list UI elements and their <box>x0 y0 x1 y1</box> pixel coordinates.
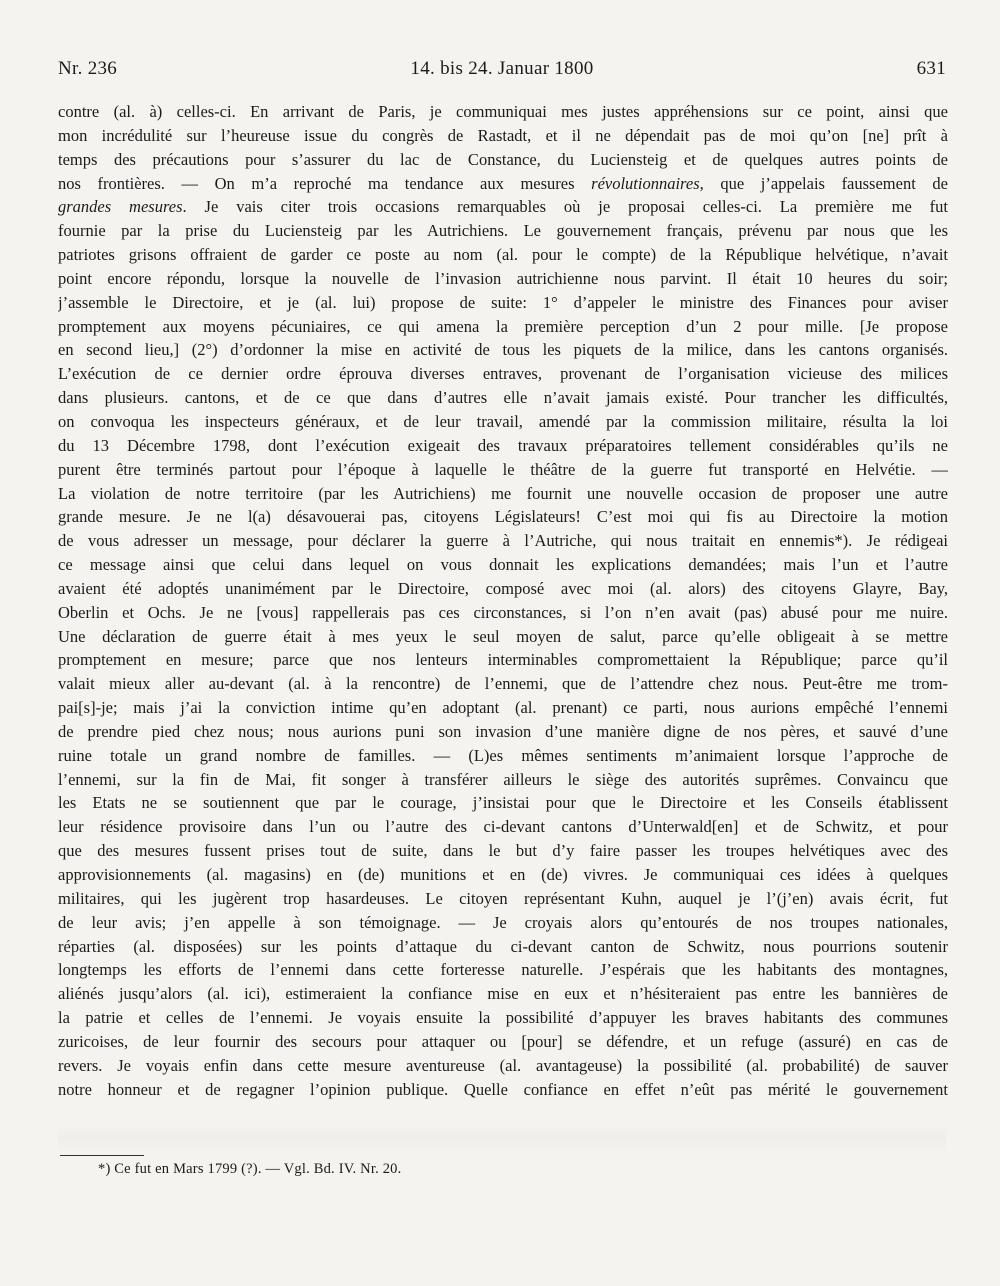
text-line: approvisionnements (al. magasins) en (de) munitions et en (de) vivres. Je communiquai ces idées à quelques <box>58 865 948 884</box>
text-line: de leur avis; j’en appelle à son témoignage. — Je croyais alors qu’entourés de nos troupes nationales, <box>58 912 948 932</box>
text-line: leur résidence provisoire dans l’un ou l’autre des ci-devant cantons d’Unterwald[en] et de Schwitz, et pour <box>58 817 948 837</box>
page-header <box>58 58 946 88</box>
text-line: réparties (al. disposées) sur les points d’attaque du ci-devant canton de Schwitz, nous pourrions soutenir <box>58 936 948 956</box>
text-line: dans plusieurs. cantons, et de ce que dans d’autres elle n’avait jamais existé. Pour trancher les difficultés, <box>58 388 948 408</box>
footnote-rule <box>60 1155 144 1156</box>
footnote: *) Ce fut en Mars 1799 (?). — Vgl. Bd. IV. Nr. 20. <box>98 1161 402 1177</box>
text-line: L’exécution de ce dernier ordre éprouva diverses entraves, provenant de l’organisation vicieuse des milices <box>58 364 948 384</box>
text-line: Une déclaration de guerre était à mes yeux le seul moyen de salut, parce qu’elle obligeait à se mettre <box>58 626 948 646</box>
text-line: j’assemble le Directoire, et je (al. lui) propose de suite: 1° d’appeler le ministre des Finances pour aviser <box>58 292 948 312</box>
text-line: nos frontières. — On m’a reproché ma tendance aux mesures révolutionnaires, que j’appelais faussement de <box>58 173 948 193</box>
text-line: temps des précautions pour s’assurer du lac de Constance, du Luciensteig et de quelques autres points de <box>58 149 948 169</box>
text-line: que des mesures fussent prises tout de suite, dans le but d’y faire passer les troupes helvétiques avec des <box>58 841 948 861</box>
body-text <box>58 100 948 1101</box>
text-line: contre (al. à) celles-ci. En arrivant de Paris, je communiquai mes justes appréhensions sur ce point, ainsi que <box>58 102 948 121</box>
text-line: notre honneur et de regagner l’opinion publique. Quelle confiance en effet n’eût pas mérité le gouvernement <box>58 1079 948 1099</box>
text-line: purent être terminés partout pour l’époque à laquelle le théâtre de la guerre fut transporté en Helvétie. — <box>58 459 948 479</box>
page-number: 631 <box>916 58 946 79</box>
text-line: ruine totale un grand nombre de familles. — (L)es mêmes sentiments m’animaient lorsque l’approche de <box>58 745 948 765</box>
text-line: l’ennemi, sur la fin de Mai, fit songer à transférer ailleurs le siège des autorités suprêmes. Convaincu que <box>58 769 948 789</box>
text-line: fournie par la prise du Luciensteig par les Autrichiens. Le gouvernement français, prévenu par nous que les <box>58 221 948 241</box>
text-line: ce message ainsi que celui dans lequel on vous donnait les explications demandées; mais l’un et l’autre <box>58 555 948 575</box>
text-line: grandes mesures. Je vais citer trois occasions remarquables où je proposai celles-ci. La première me fut <box>58 197 948 217</box>
text-line: Oberlin et Ochs. Je ne [vous] rappellerais pas ces circonstances, si l’on n’en avait (pas) abusé pour me nuire. <box>58 602 948 622</box>
text-line: mon incrédulité sur l’heureuse issue du congrès de Rastadt, et il ne dépendait pas de moi qu’on [ne] prît à <box>58 125 948 145</box>
text-line: valait mieux aller au-devant (al. à la rencontre) de l’ennemi, que de l’attendre chez nous. Peut-être me trom- <box>58 674 948 694</box>
text-line: on convoqua les inspecteurs généraux, et de leur travail, amendé par la commission militaire, résulta la loi <box>58 411 948 431</box>
text-line: du 13 Décembre 1798, dont l’exécution exigeait des travaux préparatoires tellement considérables qu’ils ne <box>58 435 948 455</box>
text-line: longtemps les efforts de l’ennemi dans cette forteresse naturelle. J’espérais que les habitants des montagnes, <box>58 960 948 980</box>
show-through-artifact <box>58 1126 946 1154</box>
text-line: la patrie et celles de l’ennemi. Je voyais ensuite la possibilité d’appuyer les braves habitants des communes <box>58 1008 948 1028</box>
text-line: pai[s]-je; mais j’ai la conviction intime qu’en adoptant (al. prenant) ce parti, nous aurions empêché l’ennemi <box>58 698 948 718</box>
text-line: militaires, qui les jugèrent trop hasardeuses. Le citoyen représentant Kuhn, auquel je l’(j’en) avais écrit, fut <box>58 888 948 908</box>
text-line: aliénés jusqu’alors (al. ici), estimeraient la confiance mise en eux et n’hésiteraient pas entre les bannières de <box>58 984 948 1004</box>
text-line: avaient été adoptés unanimément par le Directoire, composé avec moi (al. alors) des citoyens Glayre, Bay, <box>58 578 948 598</box>
text-line: zuricoises, de leur fournir des secours pour attaquer ou [pour] se défendre, et un refuge (assuré) en cas de <box>58 1031 948 1051</box>
date-range-heading: 14. bis 24. Januar 1800 <box>410 58 594 79</box>
text-line: grande mesure. Je ne l(a) désavouerai pas, citoyens Législateurs! C’est moi qui fis au Directoire la motion <box>58 507 948 527</box>
text-line: promptement en mesure; parce que nos lenteurs interminables compromettaient la République; parce qu’il <box>58 650 948 670</box>
document-number: Nr. 236 <box>58 58 118 79</box>
text-line: revers. Je voyais enfin dans cette mesure aventureuse (al. avantageuse) la possibilité (al. probabilité) de sauver <box>58 1055 948 1075</box>
text-line: point encore répondu, lorsque la nouvelle de l’invasion autrichienne nous parvint. Il était 10 heures du soir; <box>58 268 948 288</box>
text-line: les Etats ne se soutiennent que par le courage, j’insistai pour que le Directoire et les Conseils établissent <box>58 793 948 813</box>
text-line: en second lieu,] (2°) d’ordonner la mise en activité de tous les piquets de la milice, dans les cantons organisés. <box>58 340 948 360</box>
text-line: patriotes grisons offraient de garder ce poste au nom (al. pour le compte) de la République helvétique, n’avait <box>58 245 948 265</box>
text-line: de vous adresser un message, pour déclarer la guerre à l’Autriche, qui nous traitait en ennemis*). Je rédigeai <box>58 531 948 551</box>
text-line: La violation de notre territoire (par les Autrichiens) me fournit une nouvelle occasion de proposer une autre <box>58 483 948 503</box>
text-line: promptement aux moyens pécuniaires, ce qui amena la première perception d’un 2 pour mille. [Je propose <box>58 316 948 336</box>
text-line: de prendre pied chez nous; nous aurions puni son invasion d’une manière digne de nos pères, et sauvé d’une <box>58 721 948 741</box>
